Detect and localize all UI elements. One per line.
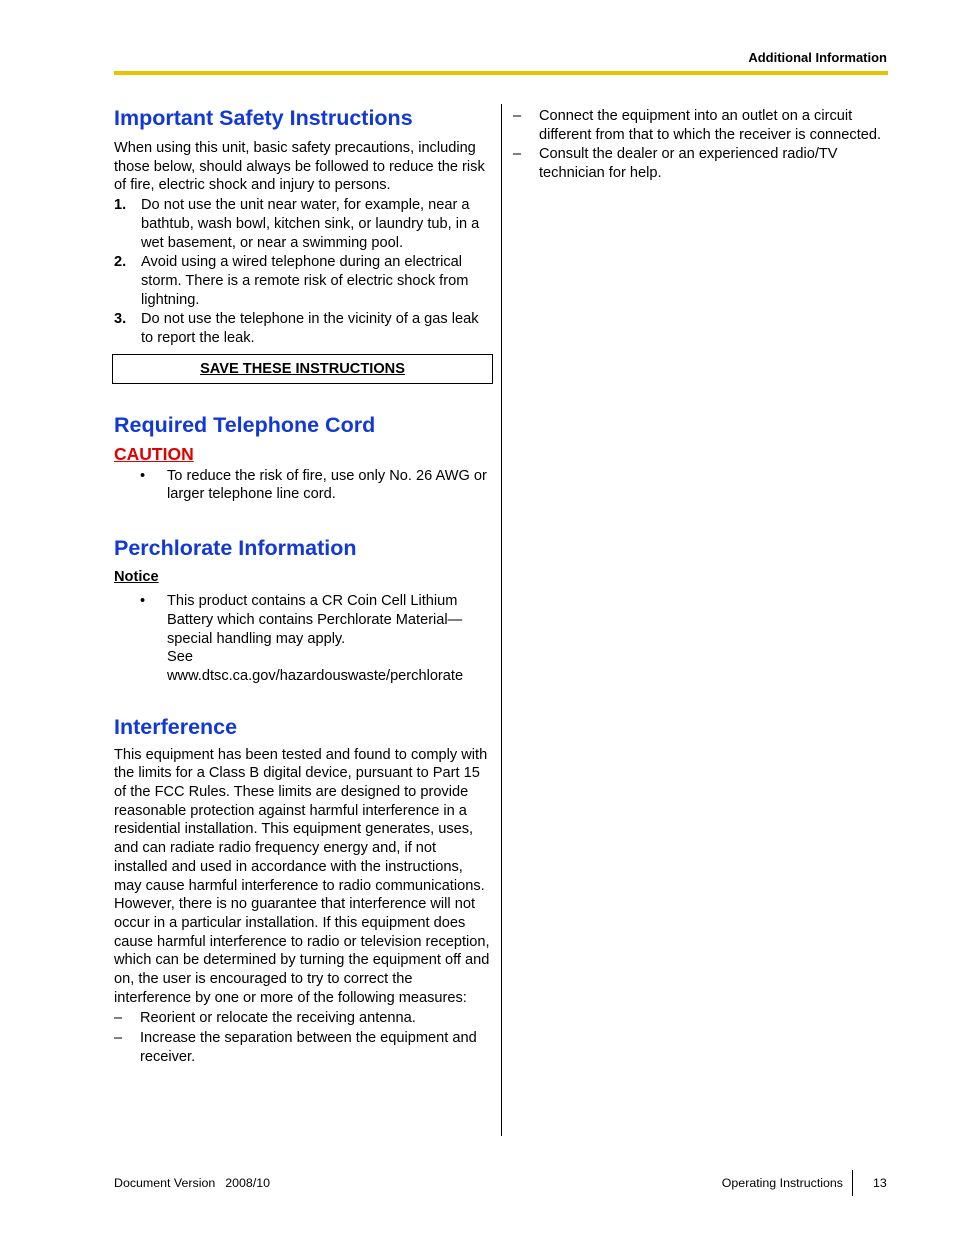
safety-item bbox=[114, 253, 491, 309]
safety-item bbox=[114, 196, 491, 252]
item-text: Do not use the telephone in the vicinity of a gas leak to report the leak. bbox=[141, 311, 479, 347]
dash-mark: – bbox=[513, 146, 522, 163]
footer-divider bbox=[852, 1170, 853, 1196]
item-number: 1. bbox=[114, 197, 127, 214]
notice-label: Notice bbox=[114, 569, 159, 586]
doc-version-label: Document Version bbox=[114, 1176, 216, 1190]
measure-item bbox=[114, 1009, 491, 1028]
bullet-text bbox=[167, 592, 491, 686]
perchlorate-url: www.dtsc.ca.gov/hazardouswaste/perchlorate bbox=[167, 667, 464, 684]
measure-text: Consult the dealer or an experienced radio/TV technician for help. bbox=[539, 146, 838, 182]
save-instructions-box: SAVE THESE INSTRUCTIONS bbox=[112, 354, 493, 384]
safety-intro: When using this unit, basic safety precautions, including those below, should always be followed to reduce the risk of fire, electric shock and injury to persons. bbox=[114, 140, 485, 194]
bullet-icon: • bbox=[140, 467, 146, 484]
cord-title: Required Telephone Cord bbox=[114, 412, 376, 437]
footer-manual-name: Operating Instructions bbox=[721, 1176, 843, 1190]
item-text: Do not use the unit near water, for example, near a bathtub, wash bowl, kitchen sink, or laundry tub, in a wet basement, or near a swimming pool. bbox=[141, 197, 480, 251]
bullet-icon: • bbox=[140, 593, 146, 610]
caution-label: CAUTION bbox=[114, 443, 194, 464]
page-number: 13 bbox=[873, 1176, 887, 1190]
measure-text: Reorient or relocate the receiving antenna. bbox=[140, 1009, 416, 1026]
dash-mark: – bbox=[513, 108, 522, 124]
measure-item bbox=[513, 145, 885, 182]
right-column bbox=[513, 107, 885, 183]
measure-text: Connect the equipment into an outlet on a circuit different from that to which the receiver is connected. bbox=[539, 108, 882, 143]
measure-text: Increase the separation between the equipment and receiver. bbox=[140, 1030, 477, 1065]
item-number: 3. bbox=[114, 311, 127, 328]
dash-mark: – bbox=[114, 1009, 123, 1026]
safety-title: Important Safety Instructions bbox=[114, 106, 413, 130]
item-text: Avoid using a wired telephone during an electrical storm. There is a remote risk of electric shock from lightning. bbox=[141, 254, 469, 308]
perchlorate-text: This product contains a CR Coin Cell Lithium Battery which contains Perchlorate Material—special handling may apply. bbox=[167, 593, 463, 647]
dash-mark: – bbox=[114, 1030, 123, 1047]
cord-bullet bbox=[114, 467, 491, 504]
footer-document-version bbox=[114, 1176, 270, 1190]
safety-item bbox=[114, 310, 491, 347]
measure-item bbox=[114, 1029, 491, 1066]
interference-title: Interference bbox=[114, 714, 238, 739]
doc-version-value: 2008/10 bbox=[225, 1176, 271, 1190]
interference-body: This equipment has been tested and found to comply with the limits for a Class B digital device, pursuant to Part 15 of the FCC Rules. These limits are designed to provide reasonable protection against harmful interference in a residential installation. This equipment generates, uses, and can radiate radio frequency energy and, if not installed and used in accordance with the instructions, may cause harmful interference to radio communications. However, there is no guarantee that interference will not occur in a particular installation. If this equipment does cause harmful interference to radio or television reception, which can be determined by turning the equipment off and on, the user is encouraged to try to correct the interference by one or more of the following measures: bbox=[114, 746, 490, 1006]
running-header: Additional Information bbox=[748, 50, 887, 65]
perchlorate-bullet bbox=[114, 592, 491, 686]
column-divider bbox=[501, 104, 502, 1136]
see-label: See bbox=[167, 649, 193, 666]
left-column bbox=[114, 104, 491, 1067]
header-rule bbox=[114, 71, 888, 75]
bullet-text: To reduce the risk of fire, use only No. 26 AWG or larger telephone line cord. bbox=[167, 467, 487, 503]
item-number: 2. bbox=[114, 254, 127, 271]
perchlorate-title: Perchlorate Information bbox=[114, 536, 357, 561]
measure-item bbox=[513, 107, 885, 144]
